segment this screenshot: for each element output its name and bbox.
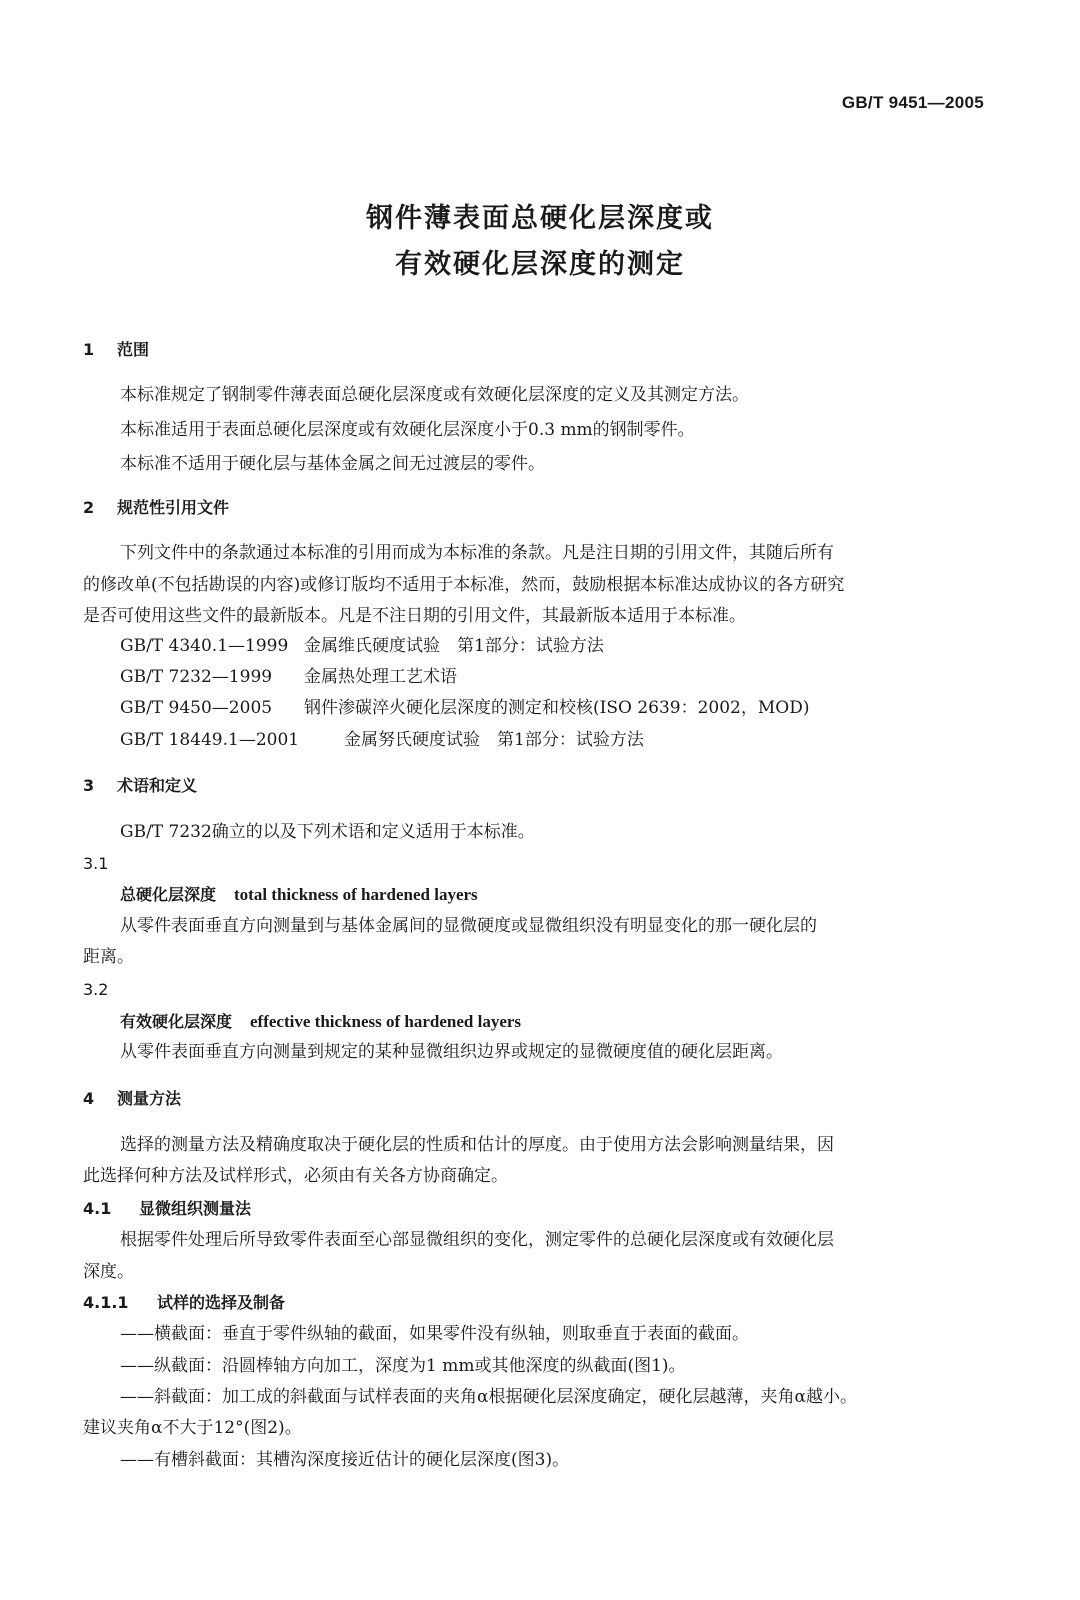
paragraph-line: 下列文件中的条款通过本标准的引用而成为本标准的条款。凡是注日期的引用文件，其随后所有 <box>120 543 834 563</box>
reference-item <box>120 696 809 720</box>
definition-line: 距离。 <box>83 947 134 967</box>
reference-code: GB/T 7232—1999 <box>120 667 273 687</box>
list-item: ——有槽斜截面：其槽沟深度接近估计的硬化层深度(图3)。 <box>120 1450 570 1470</box>
term-number: 3.1 <box>83 854 109 873</box>
paragraph: 本标准规定了钢制零件薄表面总硬化层深度或有效硬化层深度的定义及其测定方法。 <box>120 385 749 405</box>
term-chinese: 总硬化层深度 <box>120 885 217 904</box>
list-item: ——纵截面：沿圆棒轴方向加工，深度为1 mm或其他深度的纵截面(图1)。 <box>120 1356 686 1376</box>
definition-line: 从零件表面垂直方向测量到与基体金属间的显微硬度或显微组织没有明显变化的那一硬化层的 <box>120 916 817 936</box>
subsection-number: 4.1 <box>83 1199 112 1218</box>
reference-item <box>120 728 644 752</box>
reference-code: GB/T 18449.1—2001 <box>120 730 300 750</box>
term-chinese: 有效硬化层深度 <box>120 1012 233 1031</box>
section-title: 测量方法 <box>117 1089 182 1108</box>
list-item: ——横截面：垂直于零件纵轴的截面，如果零件没有纵轴，则取垂直于表面的截面。 <box>120 1324 749 1344</box>
paragraph-line: 的修改单(不包括勘误的内容)或修订版均不适用于本标准，然而，鼓励根据本标准达成协议的各方研究 <box>83 575 845 595</box>
paragraph-line: 根据零件处理后所导致零件表面至心部显微组织的变化，测定零件的总硬化层深度或有效硬化层 <box>120 1230 834 1250</box>
section-number: 3 <box>83 776 95 795</box>
paragraph: 本标准适用于表面总硬化层深度或有效硬化层深度小于0.3 mm的钢制零件。 <box>120 420 695 440</box>
reference-title: 金属努氏硬度试验 第1部分：试验方法 <box>344 730 644 750</box>
document-title <box>0 196 1080 288</box>
section-3-heading <box>83 774 197 798</box>
paragraph-line: 是否可使用这些文件的最新版本。凡是不注日期的引用文件，其最新版本适用于本标准。 <box>83 606 746 626</box>
subsection-number: 4.1.1 <box>83 1293 129 1312</box>
reference-code: GB/T 9450—2005 <box>120 698 273 718</box>
section-number: 2 <box>83 498 95 517</box>
standard-code: GB/T 9451—2005 <box>841 93 984 112</box>
term-english: total thickness of hardened layers <box>234 885 478 904</box>
paragraph: 本标准不适用于硬化层与基体金属之间无过渡层的零件。 <box>120 454 545 474</box>
list-item: ——斜截面：加工成的斜截面与试样表面的夹角α根据硬化层深度确定，硬化层越薄，夹角α越小。 <box>120 1387 857 1407</box>
section-title: 范围 <box>117 340 150 359</box>
subsection-title: 试样的选择及制备 <box>157 1293 286 1312</box>
paragraph-line: 深度。 <box>83 1262 134 1282</box>
reference-code: GB/T 4340.1—1999 <box>120 636 289 656</box>
term-number: 3.2 <box>83 980 109 999</box>
section-title: 规范性引用文件 <box>117 498 230 517</box>
section-1-heading <box>83 338 149 362</box>
section-title: 术语和定义 <box>117 776 198 795</box>
section-2-heading <box>83 496 229 520</box>
subsection-title: 显微组织测量法 <box>139 1199 252 1218</box>
subsection-4-1-heading <box>83 1197 251 1221</box>
list-item-continuation: 建议夹角α不大于12°(图2)。 <box>83 1418 302 1438</box>
section-number: 1 <box>83 340 95 359</box>
term-entry <box>120 1010 521 1034</box>
reference-title: 钢件渗碳淬火硬化层深度的测定和校核(ISO 2639：2002，MOD) <box>304 698 810 718</box>
paragraph-line: 选择的测量方法及精确度取决于硬化层的性质和估计的厚度。由于使用方法会影响测量结果，因 <box>120 1135 834 1155</box>
term-entry <box>120 883 478 907</box>
reference-item <box>120 665 457 689</box>
reference-title: 金属热处理工艺术语 <box>304 667 457 687</box>
section-4-heading <box>83 1087 181 1111</box>
definition-line: 从零件表面垂直方向测量到规定的某种显微组织边界或规定的显微硬度值的硬化层距离。 <box>120 1042 783 1062</box>
title-line-2: 有效硬化层深度的测定 <box>395 249 685 280</box>
paragraph-line: 此选择何种方法及试样形式，必须由有关各方协商确定。 <box>83 1166 508 1186</box>
subsection-4-1-1-heading <box>83 1291 285 1315</box>
reference-item <box>120 634 604 658</box>
reference-title: 金属维氏硬度试验 第1部分：试验方法 <box>304 636 604 656</box>
section-number: 4 <box>83 1089 95 1108</box>
term-english: effective thickness of hardened layers <box>250 1012 522 1031</box>
title-line-1: 钢件薄表面总硬化层深度或 <box>366 203 714 234</box>
paragraph: GB/T 7232确立的以及下列术语和定义适用于本标准。 <box>120 822 535 842</box>
